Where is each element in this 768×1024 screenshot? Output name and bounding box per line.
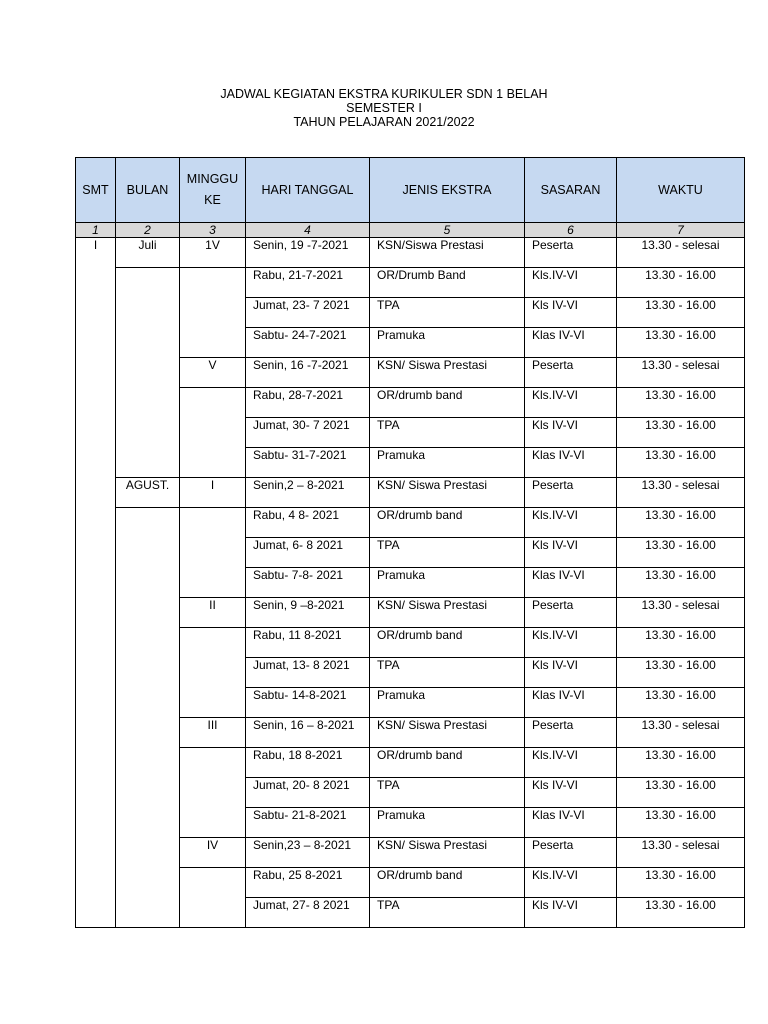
table-row xyxy=(76,478,745,508)
cell-bulan xyxy=(116,388,180,418)
cell-jenis-ekstra: KSN/ Siswa Prestasi xyxy=(370,478,525,508)
table-row xyxy=(76,748,745,778)
cell-jenis-ekstra: Pramuka xyxy=(370,568,525,598)
cell-smt xyxy=(76,868,116,898)
cell-bulan xyxy=(116,778,180,808)
cell-bulan xyxy=(116,448,180,478)
cell-sasaran: Klas IV-VI xyxy=(525,448,617,478)
cell-minggu xyxy=(180,748,246,778)
cell-minggu: I xyxy=(180,478,246,508)
cell-hari-tanggal: Jumat, 6- 8 2021 xyxy=(246,538,370,568)
column-number: 6 xyxy=(525,223,617,238)
cell-smt xyxy=(76,448,116,478)
cell-jenis-ekstra: KSN/ Siswa Prestasi xyxy=(370,358,525,388)
cell-hari-tanggal: Rabu, 11 8-2021 xyxy=(246,628,370,658)
header-row xyxy=(76,158,745,223)
cell-waktu: 13.30 - selesai xyxy=(617,478,745,508)
cell-bulan xyxy=(116,628,180,658)
cell-sasaran: Klas IV-VI xyxy=(525,688,617,718)
cell-jenis-ekstra: KSN/ Siswa Prestasi xyxy=(370,598,525,628)
table-row xyxy=(76,388,745,418)
cell-minggu xyxy=(180,508,246,538)
cell-sasaran: Kls.IV-VI xyxy=(525,748,617,778)
header-waktu: WAKTU xyxy=(617,158,745,223)
cell-smt xyxy=(76,508,116,538)
cell-hari-tanggal: Rabu, 18 8-2021 xyxy=(246,748,370,778)
cell-smt xyxy=(76,748,116,778)
cell-bulan xyxy=(116,358,180,388)
cell-smt xyxy=(76,898,116,928)
table-row xyxy=(76,598,745,628)
cell-smt xyxy=(76,838,116,868)
cell-sasaran: Kls IV-VI xyxy=(525,778,617,808)
table-row xyxy=(76,538,745,568)
cell-hari-tanggal: Jumat, 20- 8 2021 xyxy=(246,778,370,808)
cell-sasaran: Peserta xyxy=(525,598,617,628)
column-number: 4 xyxy=(246,223,370,238)
cell-smt xyxy=(76,328,116,358)
cell-minggu xyxy=(180,658,246,688)
cell-jenis-ekstra: TPA xyxy=(370,298,525,328)
cell-hari-tanggal: Senin, 16 -7-2021 xyxy=(246,358,370,388)
cell-minggu xyxy=(180,328,246,358)
cell-bulan xyxy=(116,538,180,568)
document-title xyxy=(0,87,768,129)
cell-waktu: 13.30 - 16.00 xyxy=(617,268,745,298)
cell-hari-tanggal: Sabtu- 21-8-2021 xyxy=(246,808,370,838)
cell-smt: I xyxy=(76,238,116,268)
cell-smt xyxy=(76,298,116,328)
cell-minggu xyxy=(180,448,246,478)
cell-sasaran: Kls.IV-VI xyxy=(525,508,617,538)
table-row xyxy=(76,298,745,328)
cell-sasaran: Klas IV-VI xyxy=(525,568,617,598)
cell-hari-tanggal: Senin, 9 –8-2021 xyxy=(246,598,370,628)
cell-sasaran: Kls IV-VI xyxy=(525,538,617,568)
cell-jenis-ekstra: OR/drumb band xyxy=(370,388,525,418)
column-number: 1 xyxy=(76,223,116,238)
cell-bulan xyxy=(116,298,180,328)
cell-hari-tanggal: Rabu, 25 8-2021 xyxy=(246,868,370,898)
cell-jenis-ekstra: OR/drumb band xyxy=(370,748,525,778)
table-row xyxy=(76,628,745,658)
cell-minggu xyxy=(180,688,246,718)
cell-minggu xyxy=(180,808,246,838)
cell-minggu: V xyxy=(180,358,246,388)
cell-waktu: 13.30 - 16.00 xyxy=(617,568,745,598)
cell-jenis-ekstra: TPA xyxy=(370,778,525,808)
cell-jenis-ekstra: TPA xyxy=(370,418,525,448)
cell-waktu: 13.30 - 16.00 xyxy=(617,688,745,718)
cell-sasaran: Kls.IV-VI xyxy=(525,388,617,418)
cell-hari-tanggal: Sabtu- 31-7-2021 xyxy=(246,448,370,478)
cell-waktu: 13.30 - 16.00 xyxy=(617,658,745,688)
cell-minggu: III xyxy=(180,718,246,748)
table-row xyxy=(76,778,745,808)
table-row xyxy=(76,718,745,748)
cell-minggu xyxy=(180,898,246,928)
cell-sasaran: Kls.IV-VI xyxy=(525,868,617,898)
title-line-1: JADWAL KEGIATAN EKSTRA KURIKULER SDN 1 BELAH xyxy=(220,87,548,101)
cell-waktu: 13.30 - selesai xyxy=(617,358,745,388)
cell-jenis-ekstra: Pramuka xyxy=(370,328,525,358)
cell-bulan xyxy=(116,418,180,448)
header-smt: SMT xyxy=(76,158,116,223)
cell-bulan xyxy=(116,688,180,718)
cell-jenis-ekstra: KSN/ Siswa Prestasi xyxy=(370,718,525,748)
header-sasaran: SASARAN xyxy=(525,158,617,223)
cell-minggu: II xyxy=(180,598,246,628)
cell-hari-tanggal: Rabu, 21-7-2021 xyxy=(246,268,370,298)
table-row xyxy=(76,508,745,538)
cell-sasaran: Peserta xyxy=(525,838,617,868)
cell-smt xyxy=(76,688,116,718)
cell-smt xyxy=(76,268,116,298)
cell-minggu xyxy=(180,568,246,598)
cell-smt xyxy=(76,778,116,808)
table-row xyxy=(76,688,745,718)
cell-waktu: 13.30 - 16.00 xyxy=(617,868,745,898)
cell-minggu xyxy=(180,628,246,658)
cell-sasaran: Peserta xyxy=(525,478,617,508)
cell-minggu xyxy=(180,298,246,328)
table-row xyxy=(76,448,745,478)
cell-waktu: 13.30 - 16.00 xyxy=(617,538,745,568)
cell-bulan: Juli xyxy=(116,238,180,268)
cell-smt xyxy=(76,388,116,418)
cell-minggu xyxy=(180,538,246,568)
cell-jenis-ekstra: TPA xyxy=(370,538,525,568)
cell-minggu xyxy=(180,388,246,418)
title-line-2: SEMESTER I xyxy=(346,101,422,115)
cell-hari-tanggal: Jumat, 23- 7 2021 xyxy=(246,298,370,328)
table-row xyxy=(76,658,745,688)
cell-bulan xyxy=(116,658,180,688)
cell-sasaran: Kls IV-VI xyxy=(525,298,617,328)
cell-bulan xyxy=(116,568,180,598)
cell-waktu: 13.30 - 16.00 xyxy=(617,388,745,418)
cell-smt xyxy=(76,358,116,388)
cell-jenis-ekstra: OR/drumb band xyxy=(370,508,525,538)
cell-jenis-ekstra: Pramuka xyxy=(370,808,525,838)
cell-jenis-ekstra: KSN/ Siswa Prestasi xyxy=(370,838,525,868)
cell-jenis-ekstra: OR/Drumb Band xyxy=(370,268,525,298)
cell-hari-tanggal: Jumat, 27- 8 2021 xyxy=(246,898,370,928)
cell-hari-tanggal: Senin, 19 -7-2021 xyxy=(246,238,370,268)
table-row xyxy=(76,838,745,868)
cell-bulan xyxy=(116,508,180,538)
cell-smt xyxy=(76,808,116,838)
cell-waktu: 13.30 - 16.00 xyxy=(617,778,745,808)
column-number: 3 xyxy=(180,223,246,238)
cell-bulan: AGUST. xyxy=(116,478,180,508)
cell-waktu: 13.30 - selesai xyxy=(617,718,745,748)
header-bulan: BULAN xyxy=(116,158,180,223)
cell-sasaran: Peserta xyxy=(525,238,617,268)
cell-sasaran: Klas IV-VI xyxy=(525,808,617,838)
cell-sasaran: Kls.IV-VI xyxy=(525,268,617,298)
cell-waktu: 13.30 - selesai xyxy=(617,598,745,628)
cell-hari-tanggal: Jumat, 30- 7 2021 xyxy=(246,418,370,448)
cell-waktu: 13.30 - 16.00 xyxy=(617,328,745,358)
cell-smt xyxy=(76,538,116,568)
cell-minggu xyxy=(180,778,246,808)
column-number: 2 xyxy=(116,223,180,238)
cell-jenis-ekstra: OR/drumb band xyxy=(370,628,525,658)
table-row xyxy=(76,418,745,448)
cell-bulan xyxy=(116,808,180,838)
header-jenis-ekstra: JENIS EKSTRA xyxy=(370,158,525,223)
table-row xyxy=(76,898,745,928)
title-line-3: TAHUN PELAJARAN 2021/2022 xyxy=(293,115,475,129)
cell-hari-tanggal: Sabtu- 14-8-2021 xyxy=(246,688,370,718)
cell-bulan xyxy=(116,328,180,358)
table-row xyxy=(76,568,745,598)
cell-jenis-ekstra: TPA xyxy=(370,658,525,688)
cell-waktu: 13.30 - 16.00 xyxy=(617,418,745,448)
cell-hari-tanggal: Senin,23 – 8-2021 xyxy=(246,838,370,868)
cell-hari-tanggal: Senin,2 – 8-2021 xyxy=(246,478,370,508)
cell-waktu: 13.30 - selesai xyxy=(617,838,745,868)
cell-sasaran: Kls.IV-VI xyxy=(525,628,617,658)
cell-waktu: 13.30 - 16.00 xyxy=(617,628,745,658)
schedule-table xyxy=(75,157,745,928)
table-row xyxy=(76,238,745,268)
cell-sasaran: Kls IV-VI xyxy=(525,898,617,928)
cell-jenis-ekstra: OR/drumb band xyxy=(370,868,525,898)
cell-bulan xyxy=(116,268,180,298)
cell-sasaran: Peserta xyxy=(525,358,617,388)
cell-hari-tanggal: Rabu, 4 8- 2021 xyxy=(246,508,370,538)
table-row xyxy=(76,868,745,898)
cell-smt xyxy=(76,568,116,598)
cell-bulan xyxy=(116,598,180,628)
header-hari-tanggal: HARI TANGGAL xyxy=(246,158,370,223)
cell-waktu: 13.30 - 16.00 xyxy=(617,748,745,778)
cell-hari-tanggal: Sabtu- 24-7-2021 xyxy=(246,328,370,358)
cell-minggu: IV xyxy=(180,838,246,868)
cell-smt xyxy=(76,418,116,448)
cell-hari-tanggal: Jumat, 13- 8 2021 xyxy=(246,658,370,688)
cell-minggu xyxy=(180,268,246,298)
cell-bulan xyxy=(116,838,180,868)
cell-sasaran: Kls IV-VI xyxy=(525,658,617,688)
cell-jenis-ekstra: Pramuka xyxy=(370,448,525,478)
column-number: 7 xyxy=(617,223,745,238)
cell-waktu: 13.30 - 16.00 xyxy=(617,448,745,478)
cell-hari-tanggal: Senin, 16 – 8-2021 xyxy=(246,718,370,748)
cell-sasaran: Klas IV-VI xyxy=(525,328,617,358)
cell-jenis-ekstra: TPA xyxy=(370,898,525,928)
cell-jenis-ekstra: Pramuka xyxy=(370,688,525,718)
cell-minggu: 1V xyxy=(180,238,246,268)
cell-sasaran: Peserta xyxy=(525,718,617,748)
cell-waktu: 13.30 - 16.00 xyxy=(617,298,745,328)
cell-waktu: 13.30 - 16.00 xyxy=(617,808,745,838)
table-row xyxy=(76,328,745,358)
cell-hari-tanggal: Rabu, 28-7-2021 xyxy=(246,388,370,418)
cell-sasaran: Kls IV-VI xyxy=(525,418,617,448)
cell-bulan xyxy=(116,868,180,898)
table-row xyxy=(76,358,745,388)
header-minggu: MINGGU KE xyxy=(180,158,246,223)
schedule-body xyxy=(76,238,745,928)
cell-smt xyxy=(76,628,116,658)
table-row xyxy=(76,268,745,298)
cell-smt xyxy=(76,658,116,688)
cell-smt xyxy=(76,478,116,508)
column-number: 5 xyxy=(370,223,525,238)
cell-minggu xyxy=(180,418,246,448)
cell-waktu: 13.30 - selesai xyxy=(617,238,745,268)
cell-waktu: 13.30 - 16.00 xyxy=(617,508,745,538)
cell-waktu: 13.30 - 16.00 xyxy=(617,898,745,928)
column-number-row xyxy=(76,223,745,238)
table-row xyxy=(76,808,745,838)
cell-bulan xyxy=(116,898,180,928)
cell-smt xyxy=(76,718,116,748)
cell-smt xyxy=(76,598,116,628)
cell-hari-tanggal: Sabtu- 7-8- 2021 xyxy=(246,568,370,598)
cell-jenis-ekstra: KSN/Siswa Prestasi xyxy=(370,238,525,268)
cell-minggu xyxy=(180,868,246,898)
cell-bulan xyxy=(116,718,180,748)
cell-bulan xyxy=(116,748,180,778)
